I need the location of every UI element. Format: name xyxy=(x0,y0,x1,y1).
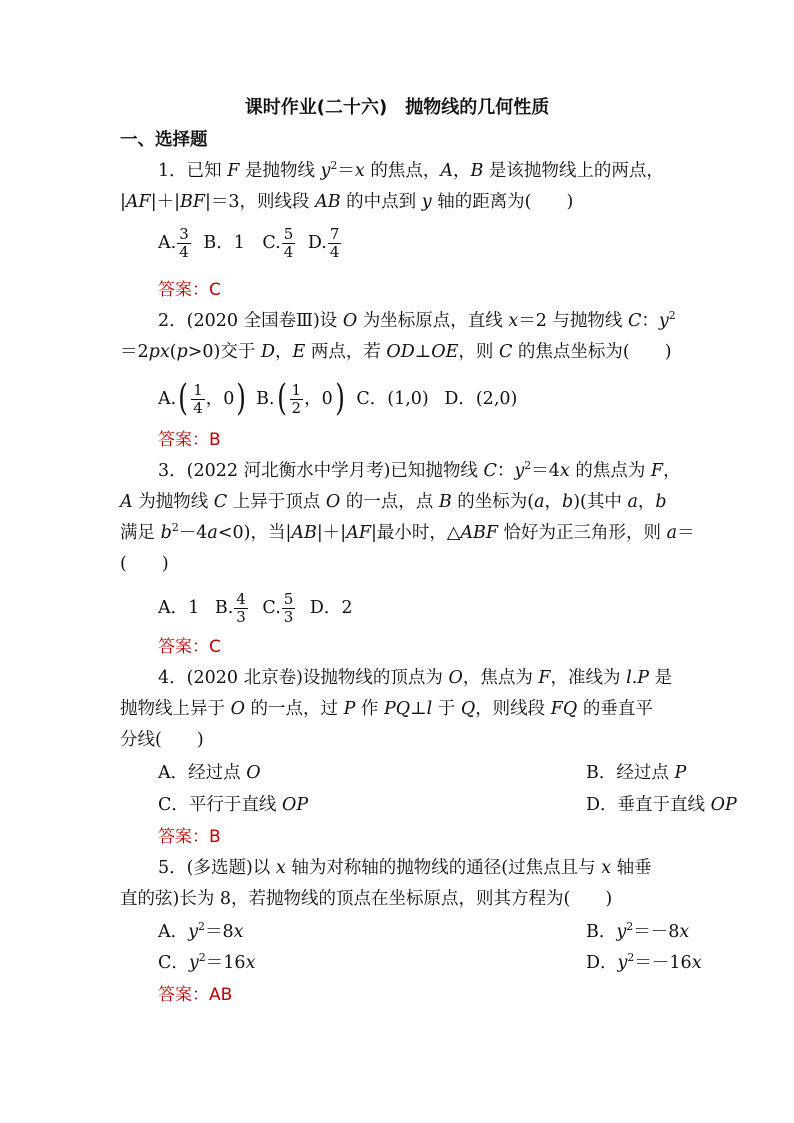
option-a: A．$y^2=8x$ xyxy=(158,920,244,942)
question-5-answer: 答案：AB xyxy=(158,985,233,1005)
question-3-line-1: 3．(2022 河北衡水中学月考)已知抛物线 C：$y^2=4x$ 的焦点为 F， xyxy=(158,459,681,481)
option-c: C．(1,0) xyxy=(356,388,429,409)
fraction: $\frac{3}{4}$ xyxy=(179,225,189,261)
page-title: 课时作业(二十六) 抛物线的几何性质 xyxy=(244,97,550,118)
question-5-options-row-1 xyxy=(158,920,718,944)
question-source: (2022 河北衡水中学月考) xyxy=(186,461,391,481)
option-d: D．(2,0) xyxy=(444,388,518,409)
question-5-line-1: 5．(多选题)以 x 轴为对称轴的抛物线的通径(过焦点且与 x 轴垂 xyxy=(158,858,652,878)
option-c: C．平行于直线 OP xyxy=(158,795,309,815)
question-2-line-2: ＝2px(p>0)交于 D，E 两点，若 OD⊥OE，则 C 的焦点坐标为( ) xyxy=(120,342,672,362)
question-4-options-row-2 xyxy=(158,793,737,817)
fraction: $\frac{5}{4}$ xyxy=(283,225,294,261)
question-5-options-row-2 xyxy=(158,951,718,975)
question-4-line-2: 抛物线上异于 O 的一点，过 P 作 PQ⊥l 于 Q，则线段 FQ 的垂直平 xyxy=(120,699,653,719)
question-source: (2020 北京卷) xyxy=(186,668,303,688)
question-source: (多选题) xyxy=(186,858,253,878)
option-c: C．$y^2=16x$ xyxy=(158,951,256,973)
question-5-line-2: 直的弦)长为 8，若抛物线的顶点在坐标原点，则其方程为( ) xyxy=(120,889,613,909)
option-b: B．经过点 P xyxy=(586,763,687,783)
option-d: D．$y^2=-16x$ xyxy=(586,951,702,973)
question-2-line-1: 2．(2020 全国卷Ⅲ)设 O 为坐标原点，直线 x＝2 与抛物线 C：$y^2$ xyxy=(158,309,676,331)
question-1-options xyxy=(158,226,718,261)
option-a: A．1 xyxy=(158,598,200,618)
fraction: $\frac{7}{4}$ xyxy=(329,225,340,261)
question-3-options xyxy=(158,591,718,626)
question-source: (2020 全国卷Ⅲ) xyxy=(186,311,320,331)
question-4-options-row-1 xyxy=(158,761,718,785)
option-c: C. $\frac{5}{4}$ xyxy=(262,225,294,261)
question-4-line-3: 分线( ) xyxy=(120,730,204,750)
question-3-line-2: A 为抛物线 C 上异于顶点 O 的一点，点 B 的坐标为(a，b)(其中 a，b xyxy=(120,492,667,512)
option-b: B．1 xyxy=(203,233,245,253)
option-c: C. $\frac{5}{3}$ xyxy=(262,590,294,626)
option-d: D．2 xyxy=(309,598,353,618)
option-d: D. $\frac{7}{4}$ xyxy=(307,225,340,261)
question-4-line-1: 4．(2020 北京卷)设抛物线的顶点为 O，焦点为 F，准线为 l.P 是 xyxy=(158,668,673,688)
question-1-answer: 答案：C xyxy=(158,280,221,300)
option-b: B. $\frac{4}{3}$ xyxy=(214,590,246,626)
question-3-line-4: ( ) xyxy=(120,554,169,574)
option-a: A. ( $\frac{1}{4}$ ，0 ) xyxy=(158,378,247,419)
question-1-line-1: 1．已知 F 是抛物线 $y^2=x$ 的焦点，A，B 是该抛物线上的两点， xyxy=(158,159,664,181)
option-a: A. $\frac{3}{4}$ xyxy=(158,225,189,261)
question-number: 1． xyxy=(158,161,187,181)
option-a: A．经过点 O xyxy=(158,763,261,783)
option-b: B．$y^2=-8x$ xyxy=(586,920,690,942)
option-b: B. ( $\frac{1}{2}$ ，0 ) xyxy=(256,378,345,419)
question-3-answer: 答案：C xyxy=(158,637,221,657)
question-2-options xyxy=(158,378,718,419)
question-3-line-3: 满足 $b^2-4a<0$)，当|AB|＋|AF|最小时，△ABF 恰好为正三角形，则 a＝ xyxy=(120,521,695,543)
question-4-answer: 答案：B xyxy=(158,827,221,847)
option-d: D．垂直于直线 OP xyxy=(586,795,737,815)
question-1-line-2: |AF|＋|BF|＝3，则线段 AB 的中点到 y 轴的距离为( ) xyxy=(120,192,574,212)
section-heading: 一、选择题 xyxy=(120,130,208,150)
question-2-answer: 答案：B xyxy=(158,430,221,450)
